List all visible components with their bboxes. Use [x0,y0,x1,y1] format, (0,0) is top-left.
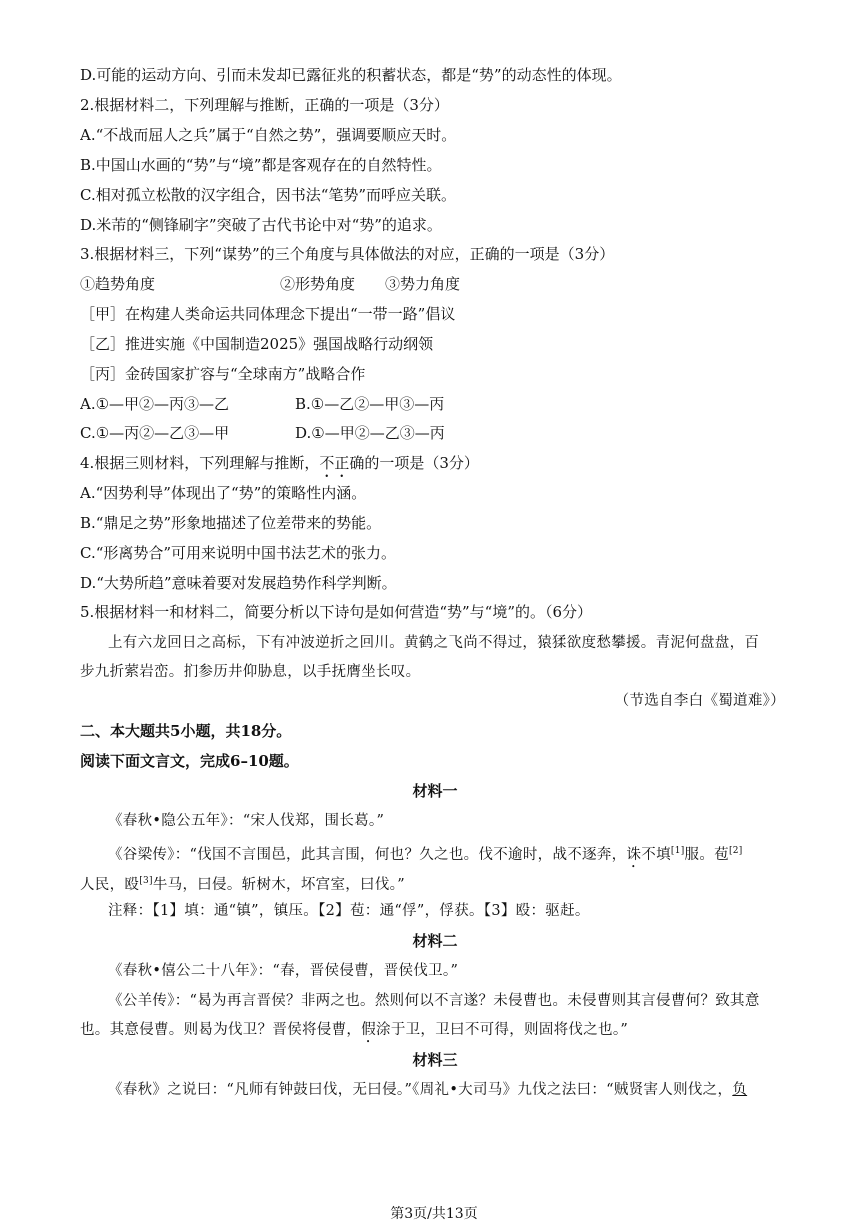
note-ref-3: [3] [139,876,153,886]
q4-stem-emphasis-1: 不 [319,454,335,472]
material-2-line-2: 《公羊传》：“曷为再言晋侯？非两之也。然则何以不言遂？未侵曹也。未侵曹则其言侵曹何？致其意 [108,993,760,1009]
material-2-line-3-pre: 也。其意侵曹。则曷为伐卫？晋侯将侵曹， [80,1022,362,1038]
material-1-line-2-post: 服。苞 [684,846,729,863]
q5-stem: 5.根据材料一和材料二，简要分析以下诗句是如何营造“势”与“境”的。（6分） [80,603,593,621]
material-1-line-2-mid: 不填 [641,846,671,863]
q3-options-cd [80,422,790,444]
material-2-line-1: 《春秋•僖公二十八年》：“春，晋侯侵曹，晋侯伐卫。” [108,963,459,979]
material-2-line-3 [80,1019,790,1046]
material-3-underlined-char: 负 [732,1082,748,1098]
note-ref-2: [2] [728,846,743,856]
material-1-line-2 [108,840,790,871]
q3-angle-1: ①趋势角度 [80,275,156,293]
q1-option-d: D.可能的运动方向、引而未发却已露征兆的积蓄状态，都是“势”的动态性的体现。 [80,66,622,84]
q5-poem-source: （节选自李白《蜀道难》） [614,693,785,709]
q4-stem [80,452,790,481]
q4-stem-post: 确的一项是（3分） [349,454,479,472]
q3-stem: 3.根据材料三，下列“谋势”的三个角度与具体做法的对应，正确的一项是（3分） [80,245,615,263]
page-number: 第3页/共13页 [390,1206,478,1222]
q2-option-a: A.“不战而屈人之兵”属于“自然之势”，强调要顺应天时。 [80,126,457,144]
section-2-instruction: 阅读下面文言文，完成6–10题。 [80,752,299,770]
q3-option-d: D.①—甲②—乙③—丙 [295,424,445,442]
q3-option-a: A.①—甲②—丙③—乙 [80,395,230,413]
q3-option-b: B.①—乙②—甲③—丙 [295,395,445,413]
material-1-line-3-post: 牛马，曰侵。斩树木，坏宫室，曰伐。” [152,876,405,893]
q3-options-ab [80,393,790,415]
q3-angle-3: ③势力角度 [385,275,461,293]
material-1-line-1: 《春秋•隐公五年》：“宋人伐郑，围长葛。” [108,813,385,829]
material-1-line-3-pre: 人民，殴 [80,876,140,893]
q4-option-b: B.“鼎足之势”形象地描述了位差带来的势能。 [80,514,382,532]
q2-option-c: C.相对孤立松散的汉字组合，因书法“笔势”而呼应关联。 [80,186,457,204]
q4-stem-pre: 4.根据三则材料，下列理解与推断， [80,454,320,472]
q3-option-c: C.①—丙②—乙③—甲 [80,424,230,442]
q3-item-yi: ［乙］推进实施《中国制造2025》强国战略行动纲领 [80,335,434,353]
q4-option-d: D.“大势所趋”意味着要对发展趋势作科学判断。 [80,574,397,592]
q4-option-a: A.“因势利导”体现出了“势”的策略性内涵。 [80,484,367,502]
q3-item-jia: ［甲］在构建人类命运共同体理念下提出“一带一路”倡议 [80,305,456,323]
q4-option-c: C.“形离势合”可用来说明中国书法艺术的张力。 [80,544,397,562]
material-2-emphasis-jia: 假 [361,1022,377,1038]
material-1-notes: 注释：【1】填：通“镇”，镇压。【2】苞：通“俘”，俘获。【3】殴：驱赶。 [108,903,590,919]
q3-angle-2: ②形势角度 [280,275,356,293]
q2-option-b: B.中国山水画的“势”与“境”都是客观存在的自然特性。 [80,156,442,174]
q3-angles [80,273,790,295]
q2-option-d: D.米芾的“侧锋刷字”突破了古代书论中对“势”的追求。 [80,216,442,234]
material-1-title: 材料一 [412,782,458,800]
q4-stem-emphasis-2: 正 [334,454,350,472]
q5-poem-line-2: 步九折萦岩峦。扪参历井仰胁息，以手抚膺坐长叹。 [80,664,421,680]
material-2-line-3-post: 涂于卫，卫曰不可得，则固将伐之也。” [376,1022,629,1038]
material-1-line-3 [80,870,790,896]
q2-stem: 2.根据材料二，下列理解与推断，正确的一项是（3分） [80,96,449,114]
q5-poem-line-1: 上有六龙回日之高标，下有冲波逆折之回川。黄鹤之飞尚不得过，猿猱欲度愁攀援。青泥何盘盘，百 [108,635,760,651]
material-1-line-2-pre: 《谷梁传》：“伐国不言围邑，此其言围，何也？久之也。伐不逾时，战不逐奔， [108,846,627,863]
material-1-emphasis-zhu: 诛 [626,846,642,863]
note-ref-1: [1] [670,846,685,856]
material-3-title: 材料三 [412,1051,458,1069]
section-2-heading: 二、本大题共5小题，共18分。 [80,722,292,740]
q3-item-bing: ［丙］金砖国家扩容与“全球南方”战略合作 [80,365,366,383]
material-2-title: 材料二 [412,932,458,950]
material-3-line-1-pre: 《春秋》之说曰：“凡师有钟鼓曰伐，无曰侵。”《周礼•大司马》九伐之法曰：“贼贤害人则伐之， [108,1082,733,1098]
material-3-line-1 [108,1079,790,1101]
